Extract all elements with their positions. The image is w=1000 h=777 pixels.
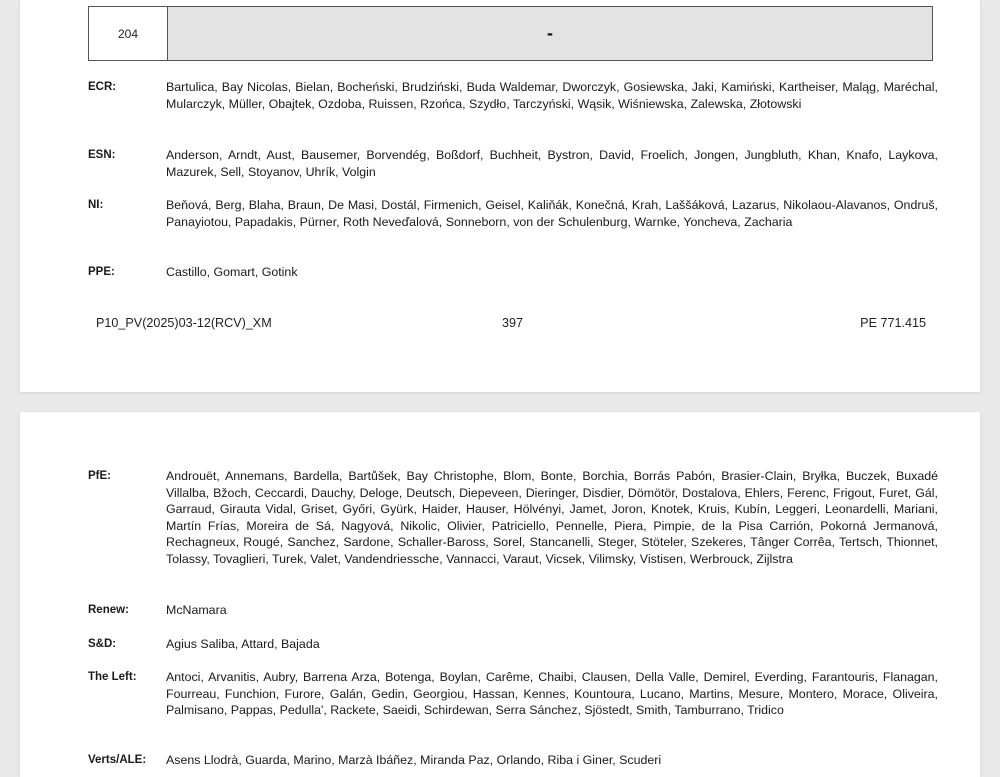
group-members: Castillo, Gomart, Gotink bbox=[166, 265, 298, 279]
group-members: Bartulica, Bay Nicolas, Bielan, Bocheński, Brudziński, Buda Waldemar, Dworczyk, Gosiewska, Jaki, Kamiński, Kartheiser, Maląg, Maréchal, Mularczyk, Müller, Obajtek, Ozdoba, Ruissen, Rzońca, Szydło, Tarczyński, Wąsik, Wiśniewska, Zalewska, Złotowski bbox=[166, 80, 938, 111]
document-page-1 bbox=[20, 0, 980, 392]
group-members: Androuët, Annemans, Bardella, Bartůšek, Bay Christophe, Blom, Bonte, Borchia, Borrás Pabón, Brasier-Clain, Bryłka, Buczek, Buxadé Villalba, Bžoch, Ceccardi, Dauchy, Deloge, Deutsch, Diepeveen, Dieringer, Disdier, Dömötör, Dostalova, Ehlers, Ferenc, Frigout, Furet, Gál, Garraud, Girauta Vidal, Griset, Győri, Gyürk, Haider, Hauser, Hölvényi, Jamet, Joron, Knotek, Kruis, Kubín, Leggeri, Leonardelli, Mariani, Martín Frías, Moreira de Sá, Nagyová, Nikolic, Olivier, Patriciello, Pennelle, Piera, Pimpie, de la Pisa Carrión, Pokorná Jermanová, Rechagneux, Rougé, Sanchez, Sardone, Schaller-Baross, Sorel, Stancanelli, Steger, Stöteler, Szekeres, Tânger Corrêa, Tertsch, Thionnet, Tolassy, Tovaglieri, Turek, Valet, Vandendriessche, Vannacci, Varaut, Vicsek, Vilimsky, Vistisen, Werbrouck, Zijlstra bbox=[166, 469, 938, 566]
group-ppe bbox=[88, 264, 938, 281]
group-members: Anderson, Arndt, Aust, Bausemer, Borvendég, Boßdorf, Buchheit, Bystron, David, Froelich, Jongen, Jungbluth, Khan, Knafo, Laykova, Mazurek, Sell, Stoyanov, Uhrík, Volgin bbox=[166, 148, 938, 179]
group-label: ESN: bbox=[88, 149, 116, 161]
vote-result: - bbox=[168, 7, 932, 60]
group-label: ECR: bbox=[88, 81, 117, 93]
group-members: Asens Llodrà, Guarda, Marino, Marzà Ibáñez, Miranda Paz, Orlando, Riba i Giner, Scuderi bbox=[166, 753, 662, 767]
group-members: Antoci, Arvanitis, Aubry, Barrena Arza, Botenga, Boylan, Carême, Chaibi, Clausen, Della Valle, Demirel, Everding, Farantouris, Flanagan, Fourreau, Funchion, Furore, Galán, Gedin, Georgiou, Hassan, Kennes, Kountoura, Lucano, Martins, Mesure, Montero, Morace, Oliveira, Palmisano, Pappas, Pedulla', Rackete, Saeidi, Schirdewan, Serra Sánchez, Sjöstedt, Smith, Tamburrano, Tridico bbox=[166, 670, 938, 718]
pe-number: PE 771.415 bbox=[860, 316, 926, 330]
group-label: Verts/ALE: bbox=[88, 754, 147, 766]
group-label: PPE: bbox=[88, 266, 115, 278]
group-members: McNamara bbox=[166, 603, 227, 617]
group-renew bbox=[88, 602, 938, 619]
group-label: S&D: bbox=[88, 638, 117, 650]
group-pfe bbox=[88, 468, 938, 568]
group-label: PfE: bbox=[88, 470, 111, 482]
page-number: 397 bbox=[502, 316, 524, 330]
vote-number: 204 bbox=[89, 7, 168, 60]
group-members: Beňová, Berg, Blaha, Braun, De Masi, Dostál, Firmenich, Geisel, Kaliňák, Konečná, Krah, Laššáková, Lazarus, Nikolaou-Alavanos, Ondruš, Panayiotou, Papadakis, Pürner, Roth Neveďalová, Sonneborn, von der Schulenburg, Warnke, Yoncheva, Zacharia bbox=[166, 198, 938, 229]
group-sd bbox=[88, 636, 938, 653]
group-ni bbox=[88, 197, 938, 230]
document-page-2 bbox=[20, 412, 980, 777]
group-verts-ale bbox=[88, 752, 938, 769]
group-esn bbox=[88, 147, 938, 180]
group-the-left bbox=[88, 669, 938, 719]
group-members: Agius Saliba, Attard, Bajada bbox=[166, 637, 320, 651]
group-ecr bbox=[88, 79, 938, 112]
group-label: Renew: bbox=[88, 604, 129, 616]
group-label: The Left: bbox=[88, 671, 137, 683]
group-label: NI: bbox=[88, 199, 104, 211]
document-reference: P10_PV(2025)03-12(RCV)_XM bbox=[96, 316, 272, 330]
vote-table bbox=[88, 6, 933, 61]
